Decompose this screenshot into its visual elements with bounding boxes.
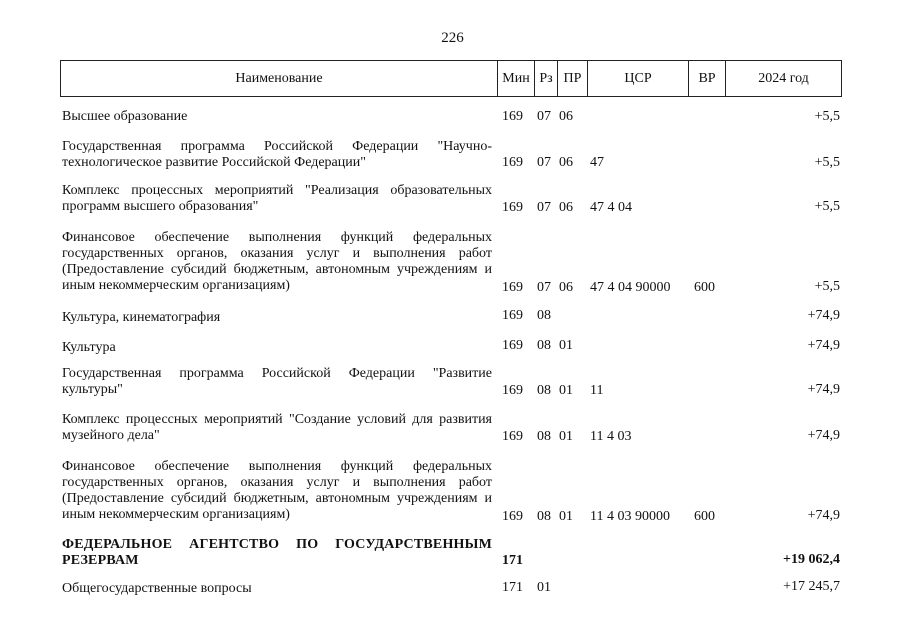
row-min: 169 [502,109,523,124]
row-sum: +5,5 [814,199,840,214]
row-min: 169 [502,308,523,323]
row-pr: 01 [559,383,573,398]
page-number: 226 [441,30,464,46]
row-name: ФЕДЕРАЛЬНОЕ АГЕНТСТВО ПО ГОСУДАРСТВЕННЫМ РЕЗЕРВАМ [62,537,492,568]
header-name: Наименование [61,61,498,96]
row-name: Комплекс процессных мероприятий "Создание условий для развития музейного дела" [62,412,492,443]
table-header [60,60,842,97]
row-name: Общегосударственные вопросы [62,581,252,596]
row-min: 169 [502,280,523,295]
row-rz: 08 [537,509,551,524]
row-vr: 600 [694,509,715,524]
row-min: 169 [502,200,523,215]
row-min: 171 [502,553,523,568]
row-rz: 08 [537,383,551,398]
row-rz: 07 [537,280,551,295]
row-sum: +74,9 [807,308,840,323]
row-vr: 600 [694,280,715,295]
row-name: Культура, кинематография [62,310,221,325]
row-name: Финансовое обеспечение выполнения функций федеральных государственных органов, оказания услуг и выполнения работ (Предоставление субсидий бюджетным, автономным учреждениям и иным некоммерческим организациям) [62,459,492,522]
header-year: 2024 год [758,71,809,86]
row-sum: +17 245,7 [783,579,840,594]
header-csr: ЦСР [588,61,689,96]
row-name: Государственная программа Российской Федерации "Научно-технологическое развитие Российской Федерации" [62,139,492,170]
row-sum: +74,9 [807,508,840,523]
row-min: 169 [502,338,523,353]
row-name: Культура [62,340,116,355]
row-rz: 08 [537,338,551,353]
row-name: Комплекс процессных мероприятий "Реализация образовательных программ высшего образования" [62,183,492,214]
row-sum: +74,9 [807,338,840,353]
row-min: 169 [502,429,523,444]
row-csr: 47 4 04 90000 [590,280,671,295]
row-csr: 11 4 03 90000 [590,509,670,524]
row-csr: 47 4 04 [590,200,632,215]
header-rz: Рз [535,61,558,96]
row-rz: 07 [537,200,551,215]
row-pr: 01 [559,509,573,524]
row-min: 169 [502,383,523,398]
row-min: 171 [502,580,523,595]
row-pr: 06 [559,155,573,170]
row-pr: 06 [559,109,573,124]
row-min: 169 [502,509,523,524]
row-min: 169 [502,155,523,170]
row-rz: 07 [537,155,551,170]
row-rz: 01 [537,580,551,595]
row-csr: 11 [590,383,604,398]
header-pr: ПР [558,61,588,96]
header-min: Мин [498,61,535,96]
row-sum: +74,9 [807,428,840,443]
row-csr: 11 4 03 [590,429,632,444]
row-name: Высшее образование [62,109,188,124]
row-sum: +5,5 [814,279,840,294]
row-pr: 06 [559,280,573,295]
row-rz: 07 [537,109,551,124]
row-pr: 06 [559,200,573,215]
row-rz: 08 [537,308,551,323]
header-vr: ВР [689,61,726,96]
row-name: Финансовое обеспечение выполнения функций федеральных государственных органов, оказания услуг и выполнения работ (Предоставление субсидий бюджетным, автономным учреждениям и иным некоммерческим организациям) [62,230,492,293]
row-pr: 01 [559,338,573,353]
row-pr: 01 [559,429,573,444]
row-sum: +5,5 [814,109,840,124]
row-name: Государственная программа Российской Федерации "Развитие культуры" [62,366,492,397]
row-csr: 47 [590,155,604,170]
row-sum: +19 062,4 [783,552,840,567]
row-sum: +5,5 [814,155,840,170]
row-rz: 08 [537,429,551,444]
row-sum: +74,9 [807,382,840,397]
